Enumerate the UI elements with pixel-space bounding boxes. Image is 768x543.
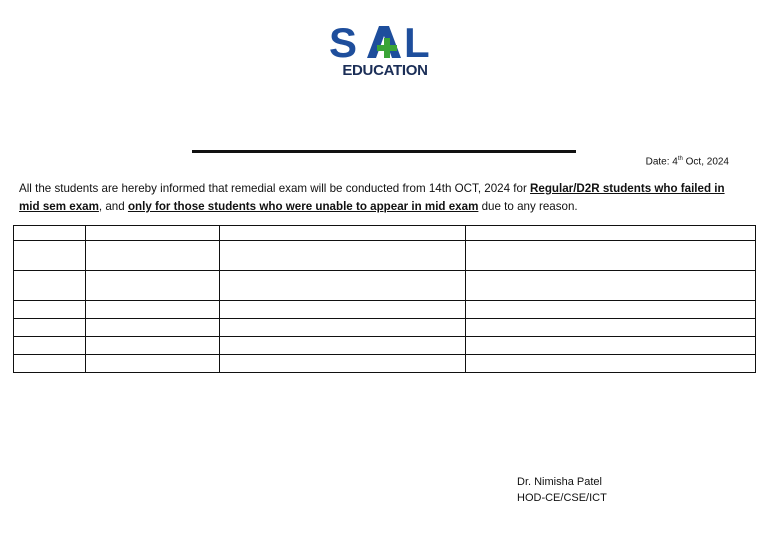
- table-row: [14, 271, 756, 301]
- logo-subtitle: EDUCATION: [342, 62, 428, 79]
- table-cell: [466, 355, 756, 373]
- schedule-table: [13, 225, 756, 373]
- table-cell: [219, 241, 466, 271]
- table-cell: [219, 301, 466, 319]
- table-cell: [219, 271, 466, 301]
- table-cell: [219, 355, 466, 373]
- table-cell: [14, 337, 86, 355]
- svg-text:L: L: [404, 24, 430, 60]
- table-row: [14, 355, 756, 373]
- table-cell: [219, 319, 466, 337]
- notice-emphasis-1: Regular/D2R students who failed in mid sem exam: [19, 182, 725, 213]
- table-cell: [466, 241, 756, 271]
- notice-text-1: All the students are hereby informed that remedial exam will be conducted from 14th OCT, 2024 for: [19, 182, 531, 195]
- notice-paragraph: [19, 180, 747, 216]
- signatory-title: HOD-CE/CSE/ICT: [517, 492, 607, 504]
- table-cell: [85, 355, 219, 373]
- date-rest: Oct, 2024: [682, 156, 729, 168]
- notice-text-2: , and: [98, 200, 128, 213]
- table-row: [14, 226, 756, 241]
- table-cell: [14, 226, 86, 241]
- table-cell: [466, 301, 756, 319]
- table-cell: [466, 226, 756, 241]
- table-cell: [466, 271, 756, 301]
- table-cell: [85, 226, 219, 241]
- title-underline: [192, 150, 576, 153]
- notice-emphasis-2: only for those students who were unable to appear in mid exam: [127, 200, 479, 213]
- table-row: [14, 241, 756, 271]
- table-cell: [14, 301, 86, 319]
- table-cell: [466, 319, 756, 337]
- table-cell: [85, 241, 219, 271]
- table-cell: [466, 337, 756, 355]
- table-cell: [85, 301, 219, 319]
- signatory-name: Dr. Nimisha Patel: [517, 476, 602, 488]
- table-cell: [219, 226, 466, 241]
- table-row: [14, 337, 756, 355]
- date-prefix: Date: 4: [645, 156, 678, 168]
- table-cell: [85, 337, 219, 355]
- table-cell: [14, 319, 86, 337]
- table-cell: [14, 355, 86, 373]
- notice-date: [646, 156, 729, 167]
- table-cell: [219, 337, 466, 355]
- table-row: [14, 301, 756, 319]
- notice-text-3: due to any reason.: [478, 200, 578, 213]
- table-row: [14, 319, 756, 337]
- sal-education-logo: [329, 24, 441, 82]
- date-ordinal: th: [677, 156, 683, 162]
- signature-block: [517, 474, 607, 506]
- svg-text:S: S: [329, 24, 356, 60]
- table-cell: [14, 271, 86, 301]
- table-cell: [14, 241, 86, 271]
- sal-logo-mark: [329, 24, 441, 60]
- table-cell: [85, 271, 219, 301]
- table-cell: [85, 319, 219, 337]
